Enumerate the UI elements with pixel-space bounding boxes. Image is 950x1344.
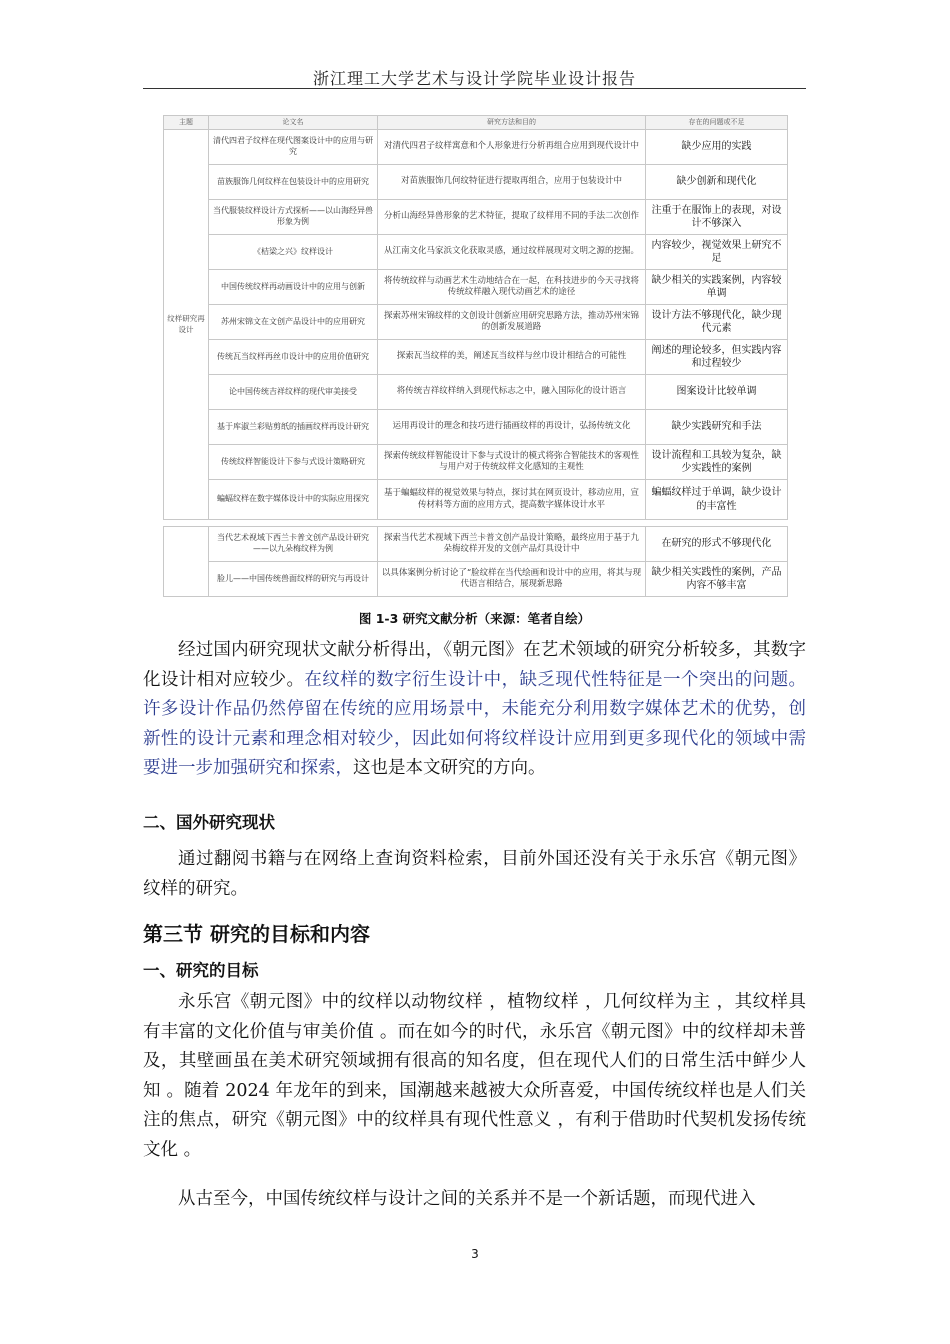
table-row bbox=[164, 562, 788, 597]
research-problem: 设计流程和工具较为复杂，缺少实践性的案例 bbox=[646, 445, 788, 480]
paper-title: 清代四君子纹样在现代图案设计中的应用与研究 bbox=[209, 130, 378, 165]
table-row bbox=[164, 305, 788, 340]
literature-table bbox=[163, 115, 788, 520]
research-method: 分析山海经异兽形象的艺术特征，提取了纹样用不同的手法二次创作 bbox=[378, 200, 646, 235]
research-method: 探索瓦当纹样的美，阐述瓦当纹样与丝巾设计相结合的可能性 bbox=[378, 340, 646, 375]
header-cell-method: 研究方法和目的 bbox=[378, 116, 646, 130]
paragraph-text-highlight: 在纹样的数字衍生设计中，缺乏现代性特征是一个突出的问题。许多设计作品仍然停留在传统的应用场景中，未能充分利用数字媒体艺术的优势，创新性的设计元素和理念相对较少，因此如何将纹样设计应用到更多现代化的领域中需要进一步加强研究和探索， bbox=[143, 669, 806, 778]
table-row bbox=[164, 130, 788, 165]
research-method: 探索传统纹样智能设计下参与式设计的模式将弥合智能技术的客观性与用户对于传统纹样文化感知的主观性 bbox=[378, 445, 646, 480]
paper-title: 论中国传统吉祥纹样的现代审美接受 bbox=[209, 375, 378, 410]
research-method: 基于蝙蝠纹样的视觉效果与特点，探讨其在网页设计，移动应用，宣传材料等方面的应用方式，提高数字媒体设计水平 bbox=[378, 480, 646, 520]
paper-title: 传统瓦当纹样再丝巾设计中的应用价值研究 bbox=[209, 340, 378, 375]
table-header-row bbox=[164, 116, 788, 130]
paper-title: 当代服装纹样设计方式探析——以山海经异兽形象为例 bbox=[209, 200, 378, 235]
paragraph-research-goal: 永乐宫《朝元图》中的纹样以动物纹样 ，植物纹样 ，几何纹样为主 ，其纹样具有丰富的文化价值与审美价值 。而在如今的时代，永乐宫《朝元图》中的纹样却未普及，其壁画虽在美术研究领域拥有很高的知名度，但在现代人们的日常生活中鲜少人知 。随着 2024 年龙年的到来，国潮越来越被大众所喜爱，中国传统纹样也是人们关注的焦点，研究《朝元图》中的纹样具有现代性意义 ，有利于借助时代契机发扬传统文化 。 bbox=[143, 992, 806, 1160]
table-row bbox=[164, 340, 788, 375]
table-row bbox=[164, 527, 788, 562]
research-problem: 图案设计比较单调 bbox=[646, 375, 788, 410]
topic-cell-empty bbox=[164, 527, 209, 597]
research-problem: 内容较少，视觉效果上研究不足 bbox=[646, 235, 788, 270]
paragraph-domestic-summary bbox=[143, 636, 806, 784]
paper-title: 传统纹样智能设计下参与式设计策略研究 bbox=[209, 445, 378, 480]
research-method: 探索苏州宋锦纹样的文创设计创新应用研究思路方法，推动苏州宋锦的创新发展道路 bbox=[378, 305, 646, 340]
research-problem: 缺少创新和现代化 bbox=[646, 165, 788, 200]
paper-title: 蝙蝠纹样在数字媒体设计中的实际应用探究 bbox=[209, 480, 378, 520]
research-method: 探索当代艺术视域下西兰卡普文创产品设计策略，最终应用于基于九朵梅纹样开发的文创产品灯具设计中 bbox=[378, 527, 646, 562]
table-row bbox=[164, 375, 788, 410]
heading-research-goal: 一、研究的目标 bbox=[143, 961, 259, 980]
research-problem: 蝙蝠纹样过于单调，缺少设计的丰富性 bbox=[646, 480, 788, 520]
paper-title: 中国传统纹样再动画设计中的应用与创新 bbox=[209, 270, 378, 305]
research-problem: 注重于在服饰上的表现，对设计不够深入 bbox=[646, 200, 788, 235]
paper-title: 当代艺术视域下西兰卡普文创产品设计研究——以九朵梅纹样为例 bbox=[209, 527, 378, 562]
paper-title: 脸儿——中国传统兽面纹样的研究与再设计 bbox=[209, 562, 378, 597]
research-method: 从江南文化马家浜文化获取灵感，通过纹样展现对文明之源的挖掘。 bbox=[378, 235, 646, 270]
literature-table-continued bbox=[163, 526, 788, 597]
paragraph-text: 这也是本文研究的方向。 bbox=[353, 758, 546, 778]
research-problem: 缺少相关实践性的案例，产品内容不够丰富 bbox=[646, 562, 788, 597]
paragraph-foreign-research: 通过翻阅书籍与在网络上查询资料检索，目前外国还没有关于永乐宫《朝元图》纹样的研究。 bbox=[143, 849, 806, 899]
research-method: 运用再设计的理念和技巧进行插画纹样的再设计，弘扬传统文化 bbox=[378, 410, 646, 445]
table-row bbox=[164, 165, 788, 200]
research-method: 将传统纹样与动画艺术生动地结合在一起，在科技进步的今天寻找将传统纹样融入现代动画艺术的途径 bbox=[378, 270, 646, 305]
research-method: 对苗族服饰几何纹特征进行提取再组合，应用于包装设计中 bbox=[378, 165, 646, 200]
header-cell-problem: 存在的问题或不足 bbox=[646, 116, 788, 130]
research-problem: 缺少相关的实践案例，内容较单调 bbox=[646, 270, 788, 305]
table-row bbox=[164, 480, 788, 520]
table-row bbox=[164, 235, 788, 270]
paper-title: 《桔梁之兴》纹样设计 bbox=[209, 235, 378, 270]
section-title: 第三节 研究的目标和内容 bbox=[143, 922, 370, 946]
table-row bbox=[164, 200, 788, 235]
header-cell-title: 论文名 bbox=[209, 116, 378, 130]
research-method: 以具体案例分析讨论了“脸纹样在当代绘画和设计中的应用，将其与现代语言相结合，展现新思路 bbox=[378, 562, 646, 597]
heading-foreign-research: 二、国外研究现状 bbox=[143, 813, 275, 832]
paper-title: 苗族服饰几何纹样在包装设计中的应用研究 bbox=[209, 165, 378, 200]
table-row bbox=[164, 270, 788, 305]
paper-title: 苏州宋锦文在文创产品设计中的应用研究 bbox=[209, 305, 378, 340]
header-cell-topic: 主题 bbox=[164, 116, 209, 130]
paragraph-continued: 从古至今，中国传统纹样与设计之间的关系并不是一个新话题，而现代进入 bbox=[178, 1189, 756, 1209]
research-problem: 阐述的理论较多，但实践内容和过程较少 bbox=[646, 340, 788, 375]
table-row bbox=[164, 445, 788, 480]
literature-analysis-figure bbox=[163, 115, 787, 597]
research-problem: 缺少应用的实践 bbox=[646, 130, 788, 165]
research-method: 对清代四君子纹样寓意和个人形象进行分析再组合应用到现代设计中 bbox=[378, 130, 646, 165]
page-header: 浙江理工大学艺术与设计学院毕业设计报告 bbox=[312, 69, 636, 88]
topic-cell: 纹样研究再设计 bbox=[164, 130, 209, 520]
figure-caption: 图 1-3 研究文献分析（来源：笔者自绘） bbox=[358, 611, 591, 626]
research-problem: 缺少实践研究和手法 bbox=[646, 410, 788, 445]
paragraph-text: 经过国内研究现状文献分析得出，《朝元图》在艺术领域的研究分析较多，其数字化设计相对应较少。 bbox=[143, 640, 806, 690]
research-problem: 设计方法不够现代化，缺少现代元素 bbox=[646, 305, 788, 340]
page-number: 3 bbox=[471, 1247, 479, 1261]
research-problem: 在研究的形式不够现代化 bbox=[646, 527, 788, 562]
research-method: 将传统吉祥纹样纳入到现代标志之中，融入国际化的设计语言 bbox=[378, 375, 646, 410]
table-row bbox=[164, 410, 788, 445]
header-rule bbox=[143, 88, 806, 89]
paper-title: 基于库淑兰彩贴剪纸的插画纹样再设计研究 bbox=[209, 410, 378, 445]
